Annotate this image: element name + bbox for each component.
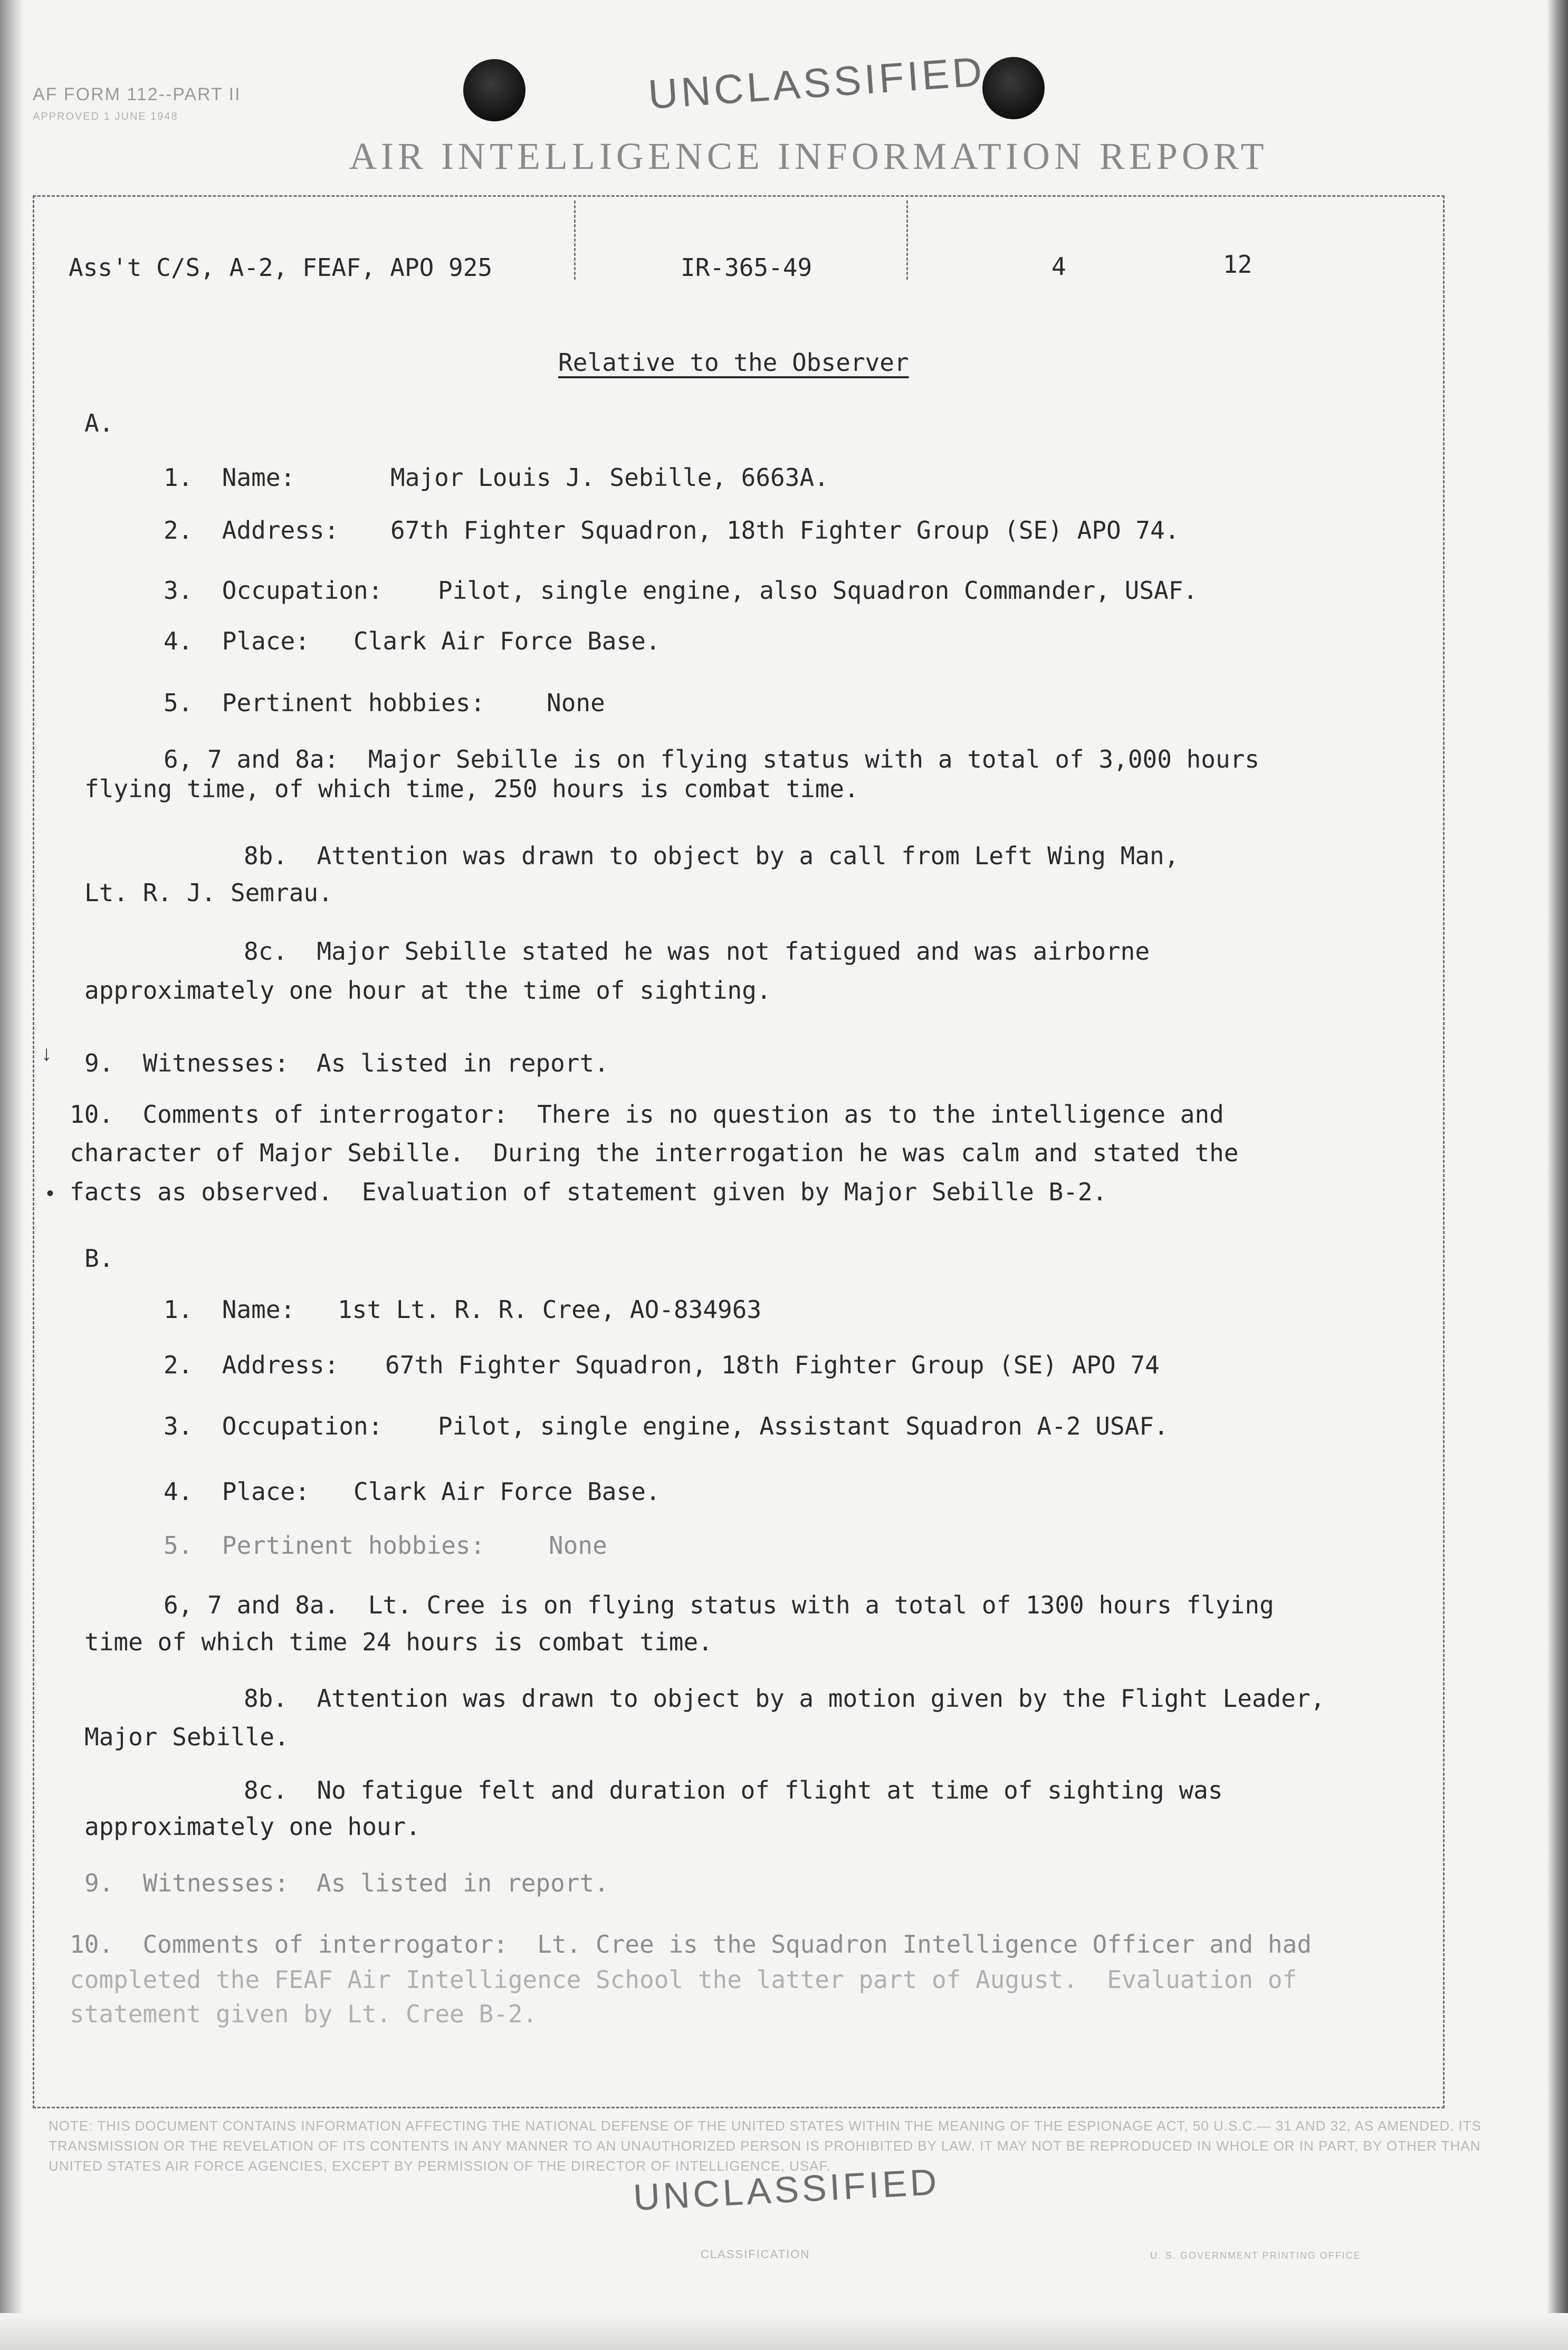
paragraph-10-line3: facts as observed. Evaluation of statement given by Major Sebille B-2. xyxy=(70,1178,1107,1206)
classification-line: CLASSIFICATION xyxy=(701,2248,810,2261)
paragraph-10-line2: character of Major Sebille. During the interrogation he was calm and stated the xyxy=(70,1139,1239,1167)
observer-name: 1st Lt. R. R. Cree, AO-834963 xyxy=(338,1295,762,1324)
observer-name: Major Louis J. Sebille, 6663A. xyxy=(390,463,829,492)
paragraph-8c-line2: approximately one hour at the time of sighting. xyxy=(84,976,771,1005)
address-label: 2. Address: xyxy=(164,516,339,544)
observer-witnesses: As listed in report. xyxy=(317,1049,609,1077)
form-number: AF FORM 112--PART II xyxy=(33,84,241,104)
observer-place: Clark Air Force Base. xyxy=(353,627,661,655)
security-note: NOTE: THIS DOCUMENT CONTAINS INFORMATION AFFECTING THE NATIONAL DEFENSE OF THE UNITED STATES WITHIN THE MEANING OF THE ESPIONAGE ACT, 50 U.S.C.— 31 AND 32, AS AMENDED. ITS TRANSMISSION OR THE REVELATION OF ITS CONTENTS IN ANY MANNER TO AN UNAUTHORIZED PERSON IS PROHIBITED BY LAW. IT MAY NOT BE REPRODUCED IN WHOLE OR IN PART, BY OTHER THAN UNITED STATES AIR FORCE AGENCIES, EXCEPT BY PERMISSION OF THE DIRECTOR OF INTELLIGENCE, USAF. xyxy=(49,2118,1481,2174)
observer-occupation: Pilot, single engine, also Squadron Commander, USAF. xyxy=(438,576,1198,605)
paragraph-10-line2: completed the FEAF Air Intelligence School the latter part of August. Evaluation of xyxy=(70,1965,1297,1994)
classification-stamp-bottom: UNCLASSIFIED xyxy=(632,2161,941,2219)
paragraph-10-line3: statement given by Lt. Cree B-2. xyxy=(70,2000,538,2028)
classification-stamp-top: UNCLASSIFIED xyxy=(646,47,987,118)
report-title: AIR INTELLIGENCE INFORMATION REPORT xyxy=(349,135,1268,177)
observer-witnesses: As listed in report. xyxy=(317,1869,609,1897)
hobbies-label: 5. Pertinent hobbies: xyxy=(164,689,485,717)
observer-address: 67th Fighter Squadron, 18th Fighter Group (SE) APO 74 xyxy=(385,1351,1160,1379)
observer-address: 67th Fighter Squadron, 18th Fighter Group (SE) APO 74. xyxy=(390,516,1180,544)
address-label: 2. Address: xyxy=(164,1351,339,1379)
observer-b-letter: B. xyxy=(84,1244,114,1273)
printing-office: U. S. GOVERNMENT PRINTING OFFICE xyxy=(1150,2250,1361,2261)
paragraph-8c-line1: 8c. No fatigue felt and duration of flight at time of sighting was xyxy=(244,1776,1223,1804)
witnesses-label: 9. Witnesses: xyxy=(84,1869,289,1897)
page-number: 4 xyxy=(1051,252,1066,281)
witnesses-label: 9. Witnesses: xyxy=(84,1049,289,1077)
hobbies-label: 5. Pertinent hobbies: xyxy=(164,1531,485,1560)
occupation-label: 3. Occupation: xyxy=(164,576,383,605)
paragraph-8c-line1: 8c. Major Sebille stated he was not fatigued and was airborne xyxy=(244,937,1150,966)
total-pages: 12 xyxy=(1223,250,1253,279)
punch-hole-left xyxy=(463,59,525,121)
scan-right-edge xyxy=(1547,0,1568,2350)
name-label: 1. Name: xyxy=(164,463,295,492)
section-title: Relative to the Observer xyxy=(558,348,909,377)
margin-arrow-mark: ↓ xyxy=(41,1042,52,1065)
observer-hobbies: None xyxy=(547,689,605,717)
scan-left-edge xyxy=(0,0,24,2350)
name-label: 1. Name: xyxy=(164,1295,295,1324)
paragraph-8b-line2: Lt. R. J. Semrau. xyxy=(84,878,333,907)
place-label: 4. Place: xyxy=(164,627,310,655)
paragraph-8b-line1: 8b. Attention was drawn to object by a call from Left Wing Man, xyxy=(244,842,1179,870)
header-divider-2 xyxy=(906,200,908,280)
form-approval: APPROVED 1 JUNE 1948 xyxy=(33,111,178,122)
paragraph-6-7-8a-line2: flying time, of which time, 250 hours is combat time. xyxy=(84,775,859,803)
observer-hobbies: None xyxy=(549,1531,607,1560)
paragraph-8c-line2: approximately one hour. xyxy=(84,1812,420,1841)
header-divider-1 xyxy=(574,200,576,280)
paragraph-6-7-8a-line1: 6, 7 and 8a: Major Sebille is on flying status with a total of 3,000 hours xyxy=(164,745,1260,773)
punch-hole-right xyxy=(982,57,1045,119)
paragraph-8b-line1: 8b. Attention was drawn to object by a motion given by the Flight Leader, xyxy=(244,1684,1325,1713)
place-label: 4. Place: xyxy=(164,1477,310,1506)
margin-dot-mark: • xyxy=(46,1182,54,1205)
paragraph-10-line1: 10. Comments of interrogator: There is no question as to the intelligence and xyxy=(70,1100,1224,1129)
report-number: IR-365-49 xyxy=(681,253,812,282)
scan-bottom-edge xyxy=(0,2313,1568,2350)
observer-a-letter: A. xyxy=(84,409,114,437)
header-from: Ass't C/S, A-2, FEAF, APO 925 xyxy=(69,253,493,282)
paragraph-10-line1: 10. Comments of interrogator: Lt. Cree is the Squadron Intelligence Officer and had xyxy=(70,1930,1312,1959)
observer-occupation: Pilot, single engine, Assistant Squadron A-2 USAF. xyxy=(438,1412,1169,1440)
paragraph-6-7-8a-line1: 6, 7 and 8a. Lt. Cree is on flying status with a total of 1300 hours flying xyxy=(164,1591,1274,1619)
paragraph-8b-line2: Major Sebille. xyxy=(84,1723,289,1751)
paragraph-6-7-8a-line2: time of which time 24 hours is combat time. xyxy=(84,1628,713,1656)
observer-place: Clark Air Force Base. xyxy=(353,1477,661,1506)
occupation-label: 3. Occupation: xyxy=(164,1412,383,1440)
